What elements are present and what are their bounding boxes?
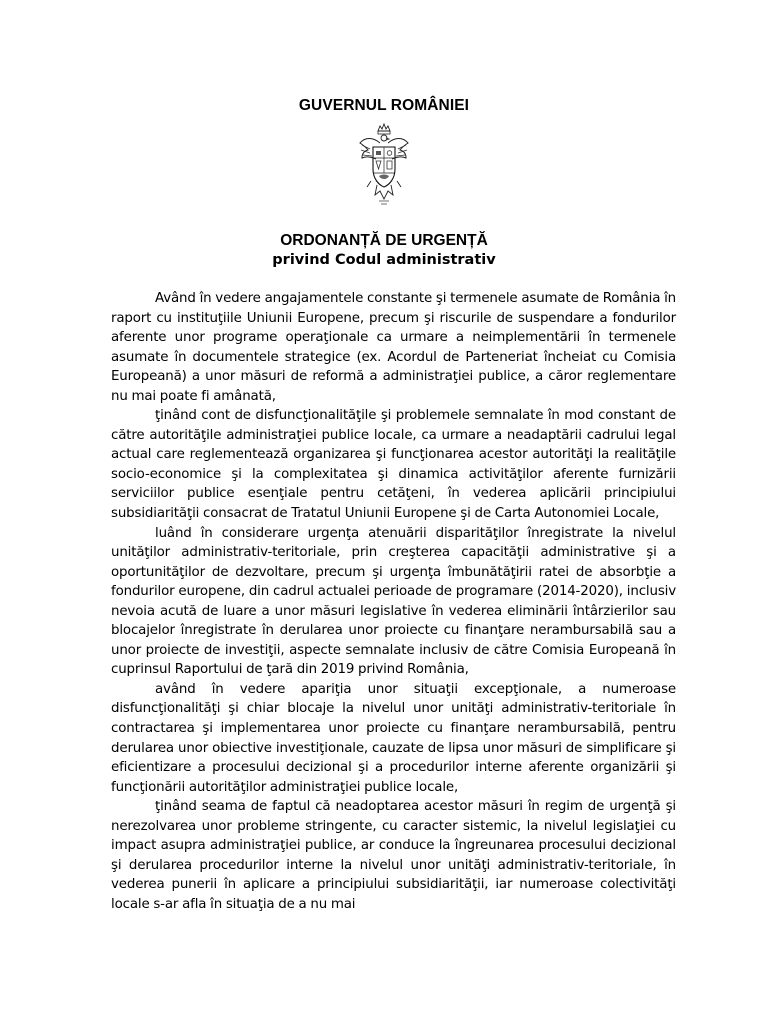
paragraph-5: ţinând seama de faptul că neadoptarea acestor măsuri în regim de urgenţă şi nerezolvarea unor probleme stringente, cu caracter sistemic, la nivelul legislaţiei cu impact asupra administraţiei publice, ar conduce la îngreunarea procesului decizional şi derularea procedurilor interne la nivelul unor unităţi administrativ-teritoriale, în vederea punerii în aplicare a principiului subsidiarităţii, iar numeroase colectivităţi locale s-ar afla în situaţia de a nu mai <box>111 799 676 912</box>
paragraph-3: luând în considerare urgenţa atenuării disparităţilor înregistrate la nivelul unităţilor administrativ-teritoriale, prin creşterea capacităţii administrative şi a oportunităţilor de dezvoltare, precum şi urgenţa îmbunătăţirii ratei de absorbţie a fondurilor europene, din cadrul actualei perioade de programare (2014-2020), inclusiv nevoia acută de luare a unor măsuri legislative în vederea eliminării întârzierilor sau blocajelor înregistrate în derularea unor proiecte cu finanţare nerambursabilă sau a unor proiecte de investiţii, aspecte semnalate inclusiv de către Comisia Europeană în cuprinsul Raportului de ţară din 2019 privind România, <box>111 525 676 678</box>
paragraph-1: Având în vedere angajamentele constante şi termenele asumate de România în raport cu instituţiile Uniunii Europene, precum şi riscurile de suspendare a fondurilor aferente unor programe operaţionale ca urmare a neimplementării în termenele asumate în documentele strategice (ex. Acordul de Parteneriat încheiat cu Comisia Europeană) a unor măsuri de reformă a administraţiei publice, a căror reglementare nu mai poate fi amânată, <box>111 291 676 404</box>
paragraph-4: având în vedere apariţia unor situaţii excepţionale, a numeroase disfuncţionalităţi şi chiar blocaje la nivelul unor unităţi administrativ-teritoriale în contractarea şi implementarea unor proiecte cu finanţare nerambursabilă, pentru derularea unor obiective investiţionale, cauzate de lipsa unor măsuri de simplificare şi eficientizare a procesului decizional şi a procedurilor interne aferente organizării şi funcţionării autorităţilor administraţiei publice locale, <box>111 681 676 795</box>
document-body <box>111 289 676 915</box>
document-subtitle: privind Codul administrativ <box>272 252 496 268</box>
romanian-coat-of-arms-icon <box>357 123 411 209</box>
institution-heading: GUVERNUL ROMÂNIEI <box>298 97 470 114</box>
paragraph-2: ţinând cont de disfuncţionalităţile şi problemele semnalate în mod constant de către autorităţile administraţiei publice locale, ca urmare a neadaptării cadrului legal actual care reglementează organizarea şi funcţionarea acestor autorităţi la realităţile socio-economice şi la complexitatea şi dinamica activităţilor aferente furnizării serviciilor publice esenţiale pentru cetăţeni, în vederea aplicării principiului subsidiarităţii consacrat de Tratatul Uniunii Europene şi de Carta Autonomiei Locale, <box>111 408 676 522</box>
document-title: ORDONANȚĂ DE URGENȚĂ <box>280 232 488 249</box>
